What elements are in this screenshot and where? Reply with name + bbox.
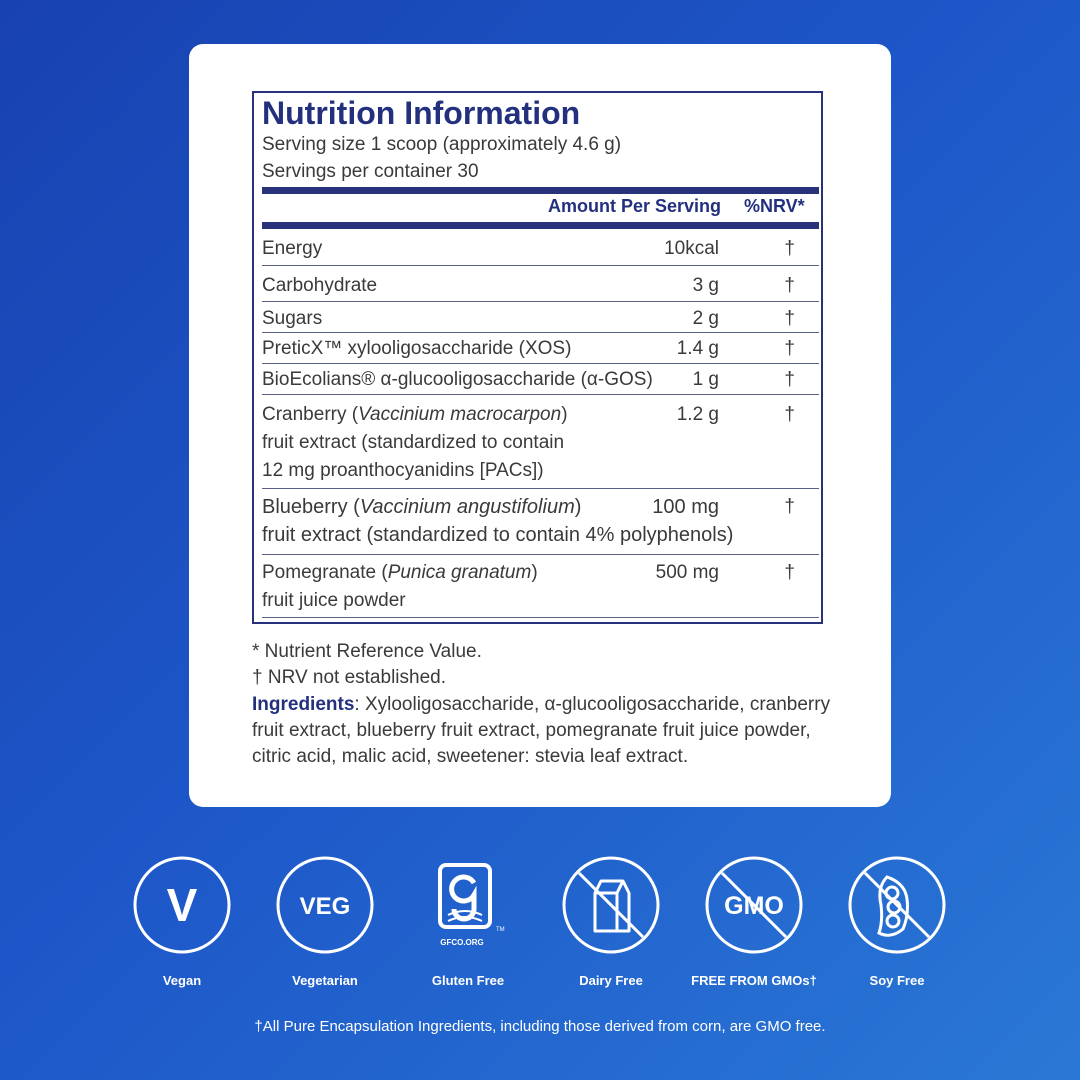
gmo-free-icon: [704, 855, 804, 955]
nutrition-panel: [252, 91, 823, 624]
badge-gmo-free: [684, 855, 824, 988]
badge-label: Soy Free: [869, 973, 925, 988]
dairy-free-icon: [561, 855, 661, 955]
row-nrv: †: [784, 308, 795, 329]
row-nrv: †: [784, 404, 795, 425]
soy-free-icon: [847, 855, 947, 955]
table-row: [262, 266, 819, 302]
vegetarian-icon: [275, 855, 375, 955]
row-nrv: †: [784, 338, 795, 359]
badge-vegetarian: [255, 855, 395, 988]
header-bar-top: [262, 187, 819, 194]
table-row: [262, 333, 819, 364]
gluten-free-icon: [418, 855, 518, 955]
row-amount: 1.4 g: [676, 338, 719, 359]
header-amount: Amount Per Serving: [548, 196, 722, 216]
row-name: PreticX™ xylooligosaccharide (XOS): [262, 338, 572, 359]
row-nrv: †: [784, 238, 795, 259]
row-name: Carbohydrate: [262, 275, 378, 296]
row-amount: 500 mg: [655, 562, 719, 583]
badge-label: Vegetarian: [292, 973, 358, 988]
table-row: [262, 302, 819, 333]
dagger-footnote: † NRV not established.: [252, 667, 446, 688]
gfco-glyph: GFCO.ORG: [440, 938, 484, 947]
row-amount: 100 mg: [652, 496, 719, 518]
ingredients-text: Ingredients: Xylooligosaccharide, α-glucooligosaccharide, cranberry fruit extract, blueberry fruit extract, pomegranate fruit juice powder, citric acid, malic acid, sweetener: stevia leaf extract.: [252, 694, 831, 767]
badge-gluten-free: [398, 855, 538, 988]
row-name: Energy: [262, 238, 323, 259]
row-name: Blueberry (Vaccinium angustifolium) fruit extract (standardized to contain 4% polyphenols): [262, 496, 734, 546]
row-name: Pomegranate (Punica granatum) fruit juice powder: [262, 562, 538, 611]
badge-label: Gluten Free: [431, 973, 505, 988]
row-nrv: †: [784, 496, 795, 517]
badge-label: FREE FROM GMOs†: [691, 973, 817, 988]
svg-text:TM: TM: [496, 927, 505, 933]
row-amount: 3 g: [692, 275, 719, 296]
row-amount: 2 g: [692, 308, 719, 329]
row-nrv: †: [784, 275, 795, 296]
row-amount: 1 g: [692, 369, 719, 390]
table-row: [262, 555, 819, 618]
badge-soy-free: [827, 855, 967, 988]
gmo-disclaimer: †All Pure Encapsulation Ingredients, including those derived from corn, are GMO free.: [254, 1018, 826, 1035]
badge-dairy-free: [541, 855, 681, 988]
vegan-icon: [132, 855, 232, 955]
row-name: BioEcolians® α-glucooligosaccharide (α-GOS): [262, 369, 653, 390]
row-name: Sugars: [262, 308, 323, 329]
panel-title: Nutrition Information: [262, 95, 581, 131]
serving-size: Serving size 1 scoop (approximately 4.6 g): [262, 134, 622, 155]
badge-vegan: [112, 855, 252, 988]
row-amount: 10kcal: [664, 238, 719, 259]
row-amount: 1.2 g: [676, 404, 719, 425]
table-row: [262, 489, 819, 555]
badge-label: Vegan: [162, 973, 202, 988]
gmo-glyph: GMO: [724, 892, 784, 920]
badge-label: Dairy Free: [579, 973, 643, 988]
nrv-footnote: * Nutrient Reference Value.: [252, 641, 482, 662]
header-nrv: %NRV*: [744, 196, 805, 216]
row-name: Cranberry (Vaccinium macrocarpon) fruit extract (standardized to contain 12 mg proanthocyanidins [PACs]): [262, 404, 568, 481]
nutrition-card: [189, 44, 891, 807]
ingredients-label: Ingredients: [252, 694, 355, 715]
table-row: [262, 229, 819, 266]
vegetarian-glyph: VEG: [299, 893, 351, 920]
row-nrv: †: [784, 562, 795, 583]
header-bar-bottom: [262, 222, 819, 229]
servings-per-container: Servings per container 30: [262, 161, 479, 182]
row-nrv: †: [784, 369, 795, 390]
vegan-glyph: V: [166, 879, 198, 931]
table-row: [262, 395, 819, 489]
table-row: [262, 364, 819, 395]
